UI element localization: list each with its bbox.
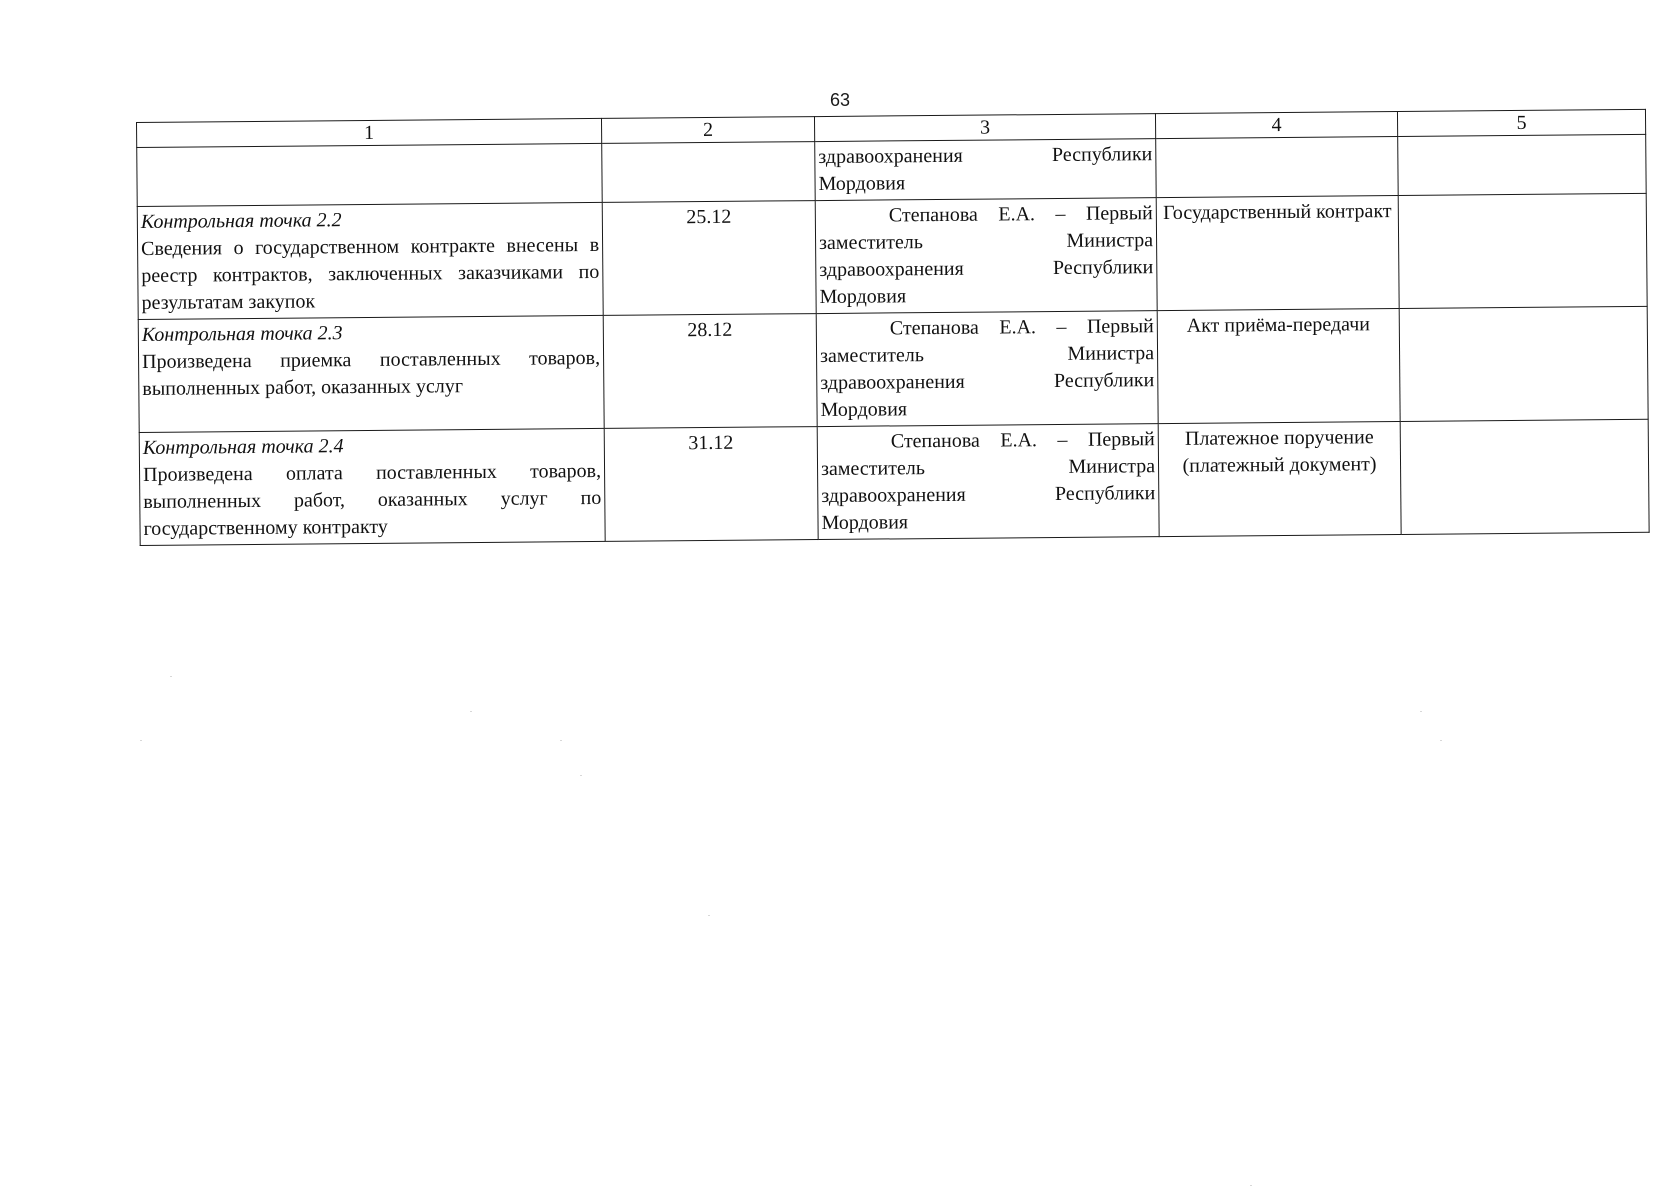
control-point-title: Контрольная точка 2.4 — [142, 435, 344, 459]
scan-speck — [708, 915, 710, 916]
date-cell — [602, 142, 816, 203]
scan-speck — [560, 740, 562, 741]
control-point-text — [140, 146, 598, 150]
document-cell — [1156, 136, 1399, 197]
responsible-text: Степанова Е.А. – Первый заместитель Министра здравоохранения Республики Мордовия — [820, 428, 1156, 535]
control-points-table — [136, 109, 1650, 546]
control-point-cell — [138, 315, 604, 432]
table-row — [139, 419, 1649, 545]
control-point-title: Контрольная точка 2.3 — [141, 322, 343, 346]
scan-speck — [140, 740, 142, 741]
responsible-cell — [815, 198, 1157, 314]
column-header-2: 2 — [601, 117, 814, 144]
page-number: 63 — [829, 90, 851, 110]
scan-speck — [580, 775, 582, 776]
control-point-title: Контрольная точка 2.2 — [140, 209, 342, 233]
extra-cell — [1398, 193, 1647, 308]
responsible-cell — [815, 139, 1157, 201]
control-point-text: Произведена оплата поставленных товаров, выполненных работ, оказанных услуг по государственному контракту — [142, 459, 602, 540]
date-cell: 28.12 — [603, 314, 817, 429]
table-row — [137, 193, 1647, 319]
column-header-1: 1 — [137, 118, 602, 147]
extra-cell — [1399, 306, 1648, 421]
column-header-4: 4 — [1155, 111, 1397, 138]
responsible-text: здравоохранения Республики Мордовия — [818, 143, 1153, 196]
control-point-cell — [137, 143, 602, 206]
responsible-cell — [817, 424, 1159, 540]
scan-speck — [170, 676, 172, 677]
extra-cell — [1400, 419, 1649, 534]
responsible-cell — [816, 311, 1158, 427]
date-cell: 25.12 — [602, 201, 816, 316]
column-header-3: 3 — [814, 114, 1155, 142]
control-point-cell — [139, 428, 605, 545]
extra-cell — [1398, 134, 1647, 195]
scan-speck — [470, 711, 472, 712]
control-point-cell — [137, 202, 603, 319]
scan-speck — [1420, 711, 1422, 712]
responsible-text: Степанова Е.А. – Первый заместитель Министра здравоохранения Республики Мордовия — [818, 202, 1154, 309]
column-header-5: 5 — [1397, 109, 1645, 136]
document-cell: Акт приёма-передачи — [1157, 308, 1400, 423]
control-point-text: Сведения о государственном контракте внесены в реестр контрактов, заключенных заказчиками по результатам закупок — [141, 233, 600, 314]
date-cell: 31.12 — [604, 427, 818, 542]
scan-speck — [1250, 1185, 1252, 1186]
document-cell: Платежное поручение (платежный документ) — [1158, 421, 1401, 536]
responsible-text: Степанова Е.А. – Первый заместитель Министра здравоохранения Республики Мордовия — [819, 315, 1155, 422]
table-row — [138, 306, 1648, 432]
scan-speck — [1440, 740, 1442, 741]
control-point-title — [140, 146, 598, 150]
control-point-text: Произведена приемка поставленных товаров, выполненных работ, оказанных услуг — [141, 346, 601, 400]
document-cell: Государственный контракт — [1156, 195, 1399, 310]
